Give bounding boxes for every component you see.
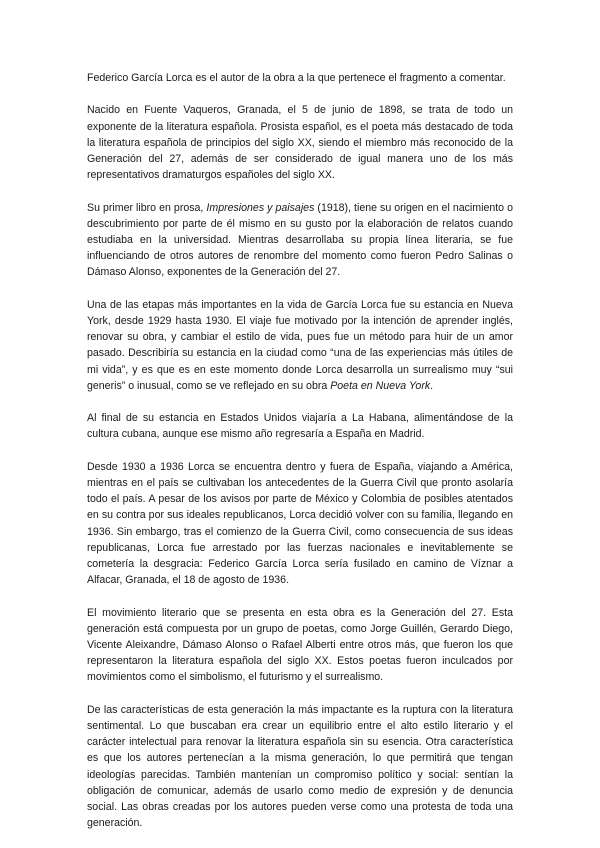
book-title-impresiones: Impresiones y paisajes: [206, 201, 315, 214]
paragraph-new-york: [87, 297, 513, 394]
paragraph-civil-war: Desde 1930 a 1936 Lorca se encuentra dentro y fuera de España, viajando a América, mientras en el país se cultivaban los antecedentes de la Guerra Civil que pronto asolaría todo el país. A pesar de los avisos por parte de México y Colombia de posibles atentados en su contra por sus ideales republicanos, Lorca decidió volver con su familia, llegando en 1936. Sin embargo, tras el comienzo de la Guerra Civil, como consecuencia de sus ideas republicanas, Lorca fue arrestado por las fuerzas nacionales e inevitablemente se cometería la desgracia: Federico García Lorca sería fusilado en camino de Víznar a Alfacar, Granada, el 18 de agosto de 1936.: [87, 460, 513, 587]
paragraph-first-book-text-before: Su primer libro en prosa,: [87, 201, 207, 214]
paragraph-birth-biography: Nacido en Fuente Vaqueros, Granada, el 5 de junio de 1898, se trata de todo un exponente de la literatura española. Prosista español, es el poeta más destacado de toda la literatura española de principios del siglo XX, siendo el miembro más reconocido de la Generación del 27, además de ser considerado de igual manera uno de los más representativos dramaturgos españoles del siglo XX.: [87, 104, 513, 182]
document-body: [87, 70, 513, 831]
paragraph-author-intro: Federico García Lorca es el autor de la obra a la que pertenece el fragmento a comentar.: [87, 72, 506, 84]
paragraph-first-book: [87, 200, 513, 281]
paragraph-habana: Al final de su estancia en Estados Unidos viajaría a La Habana, alimentándose de la cultura cubana, aunque ese mismo año regresaría a España en Madrid.: [87, 412, 513, 441]
paragraph-first-book-text-after: (1918), tiene su origen en el nacimiento o descubrimiento por parte de él mismo en su gusto por la elaboración de relatos cuando estudiaba en la universidad. Mientras desarrollaba su propia línea literaria, se fue influenciando de otros autores de renombre del momento como fueron Pedro Salinas o Dámaso Alonso, exponentes de la Generación del 27.: [87, 201, 514, 279]
paragraph-generation-27: El movimiento literario que se presenta en esta obra es la Generación del 27. Esta generación está compuesta por un grupo de poetas, como Jorge Guillén, Gerardo Diego, Vicente Aleixandre, Dámaso Alonso o Rafael Alberti entre otros más, que fueron los que representaron la literatura española del siglo XX. Estos poetas fueron inculcados por movimientos como el simbolismo, el futurismo y el surrealismo.: [87, 606, 513, 684]
paragraph-new-york-text-before: Una de las etapas más importantes en la vida de García Lorca fue su estancia en Nueva York, desde 1929 hasta 1930. El viaje fue motivado por la intención de aprender inglés, renovar su obra, y cambiar el estilo de vida, pues fue un método para huir de un amor pasado. Describiría su estancia en la ciudad como “una de las experiencias más útiles de mi vida”, y es que es en este momento donde Lorca desarrolla un surrealismo muy “sui generis” o inusual, como se ve reflejado en su obra: [87, 298, 513, 392]
paragraph-characteristics: De las características de esta generación la más impactante es la ruptura con la literatura sentimental. Lo que buscaban era crear un equilibrio entre el alto estilo literario y el carácter intelectual para renovar la literatura española sin su esencia. Otra característica es que los autores pertenecían a la misma generación, lo que permitirá que tengan ideologías parecidas. También mantenían un compromiso político y social: sentían la obligación de comunicar, además de usarlo como medio de expresión y de denuncia social. Las obras creadas por los autores pueden verse como una protesta de toda una generación.: [87, 703, 513, 830]
paragraph-new-york-text-after: .: [430, 379, 434, 392]
book-title-poeta-en-nueva-york: Poeta en Nueva York: [330, 379, 431, 392]
